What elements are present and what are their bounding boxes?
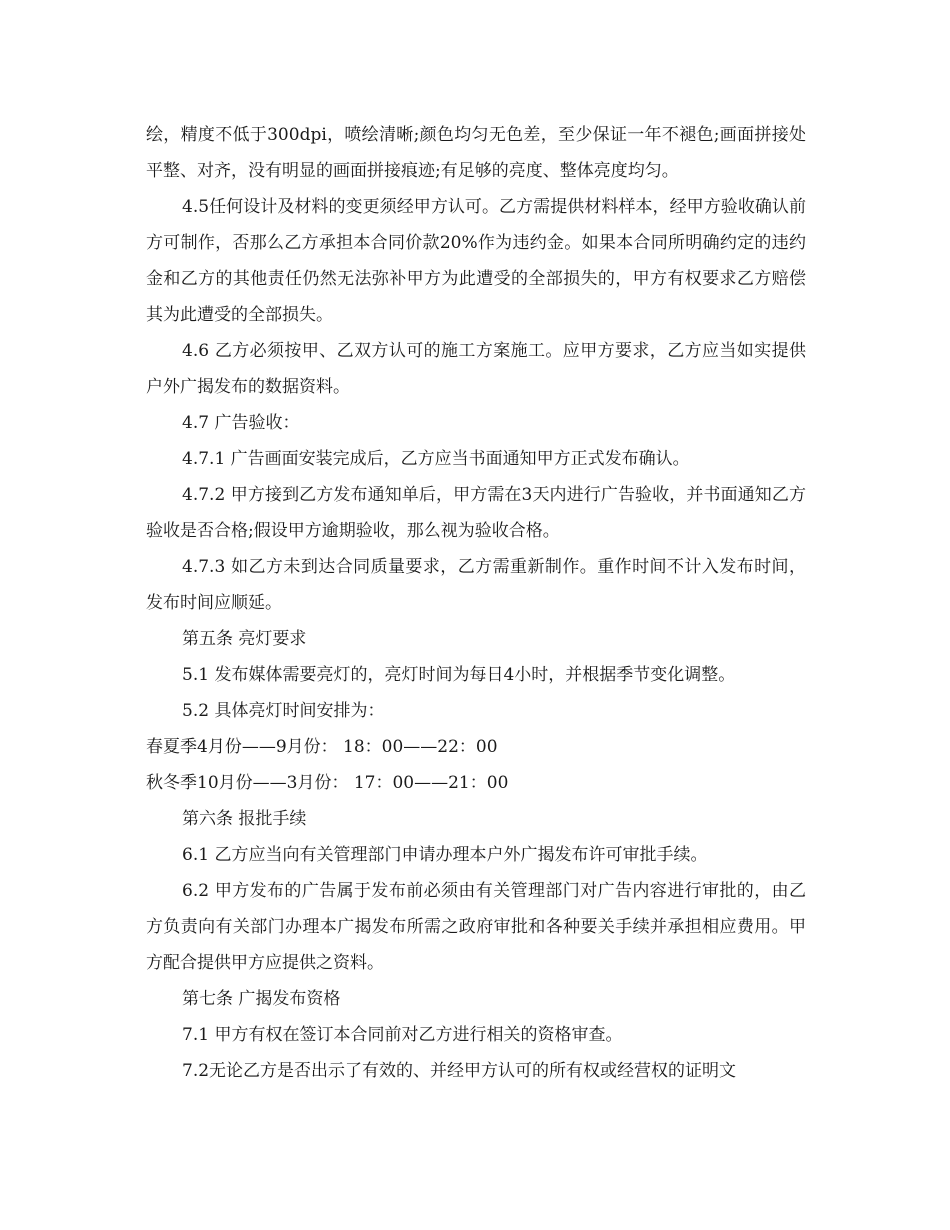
paragraph-4-7-3: 4.7.3 如乙方未到达合同质量要求，乙方需重新制作。重作时间不计入发布时间，发布时间应顺延。 <box>146 557 806 613</box>
section-heading-7: 第七条 广揭发布资格 <box>182 989 341 1009</box>
paragraph-4-5: 4.5任何设计及材料的变更须经甲方认可。乙方需提供材料样本，经甲方验收确认前方可制作，否那么乙方承担本合同价款20%作为违约金。如果本合同所明确约定的违约金和乙方的其他责任仍然无法弥补甲方为此遭受的全部损失的，甲方有权要求乙方赔偿其为此遭受的全部损失。 <box>146 197 806 325</box>
document-body <box>146 117 806 1089</box>
section-heading-5: 第五条 亮灯要求 <box>182 629 307 649</box>
paragraph-5-2: 5.2 具体亮灯时间安排为： <box>182 701 385 721</box>
paragraph-4-6: 4.6 乙方必须按甲、乙双方认可的施工方案施工。应甲方要求，乙方应当如实提供户外广揭发布的数据资料。 <box>146 341 806 397</box>
paragraph-continued: 绘，精度不低于300dpi，喷绘清晰;颜色均匀无色差，至少保证一年不褪色;画面拼接处平整、对齐，没有明显的画面拼接痕迹;有足够的亮度、整体亮度均匀。 <box>146 125 806 181</box>
paragraph-6-1: 6.1 乙方应当向有关管理部门申请办理本户外广揭发布许可审批手续。 <box>182 845 708 865</box>
paragraph-4-7: 4.7 广告验收： <box>182 413 300 433</box>
paragraph-6-2: 6.2 甲方发布的广告属于发布前必须由有关管理部门对广告内容进行审批的，由乙方负责向有关部门办理本广揭发布所需之政府审批和各种要关手续并承担相应费用。甲方配合提供甲方应提供之资料。 <box>146 881 806 973</box>
paragraph-5-1: 5.1 发布媒体需要亮灯的，亮灯时间为每日4小时，并根据季节变化调整。 <box>182 665 736 685</box>
paragraph-4-7-2: 4.7.2 甲方接到乙方发布通知单后，甲方需在3天内进行广告验收，并书面通知乙方验收是否合格;假设甲方逾期验收，那么视为验收合格。 <box>146 485 806 541</box>
section-heading-6: 第六条 报批手续 <box>182 809 307 829</box>
schedule-autumn-winter: 秋冬季10月份——3月份： 17：00——21：00 <box>146 773 509 793</box>
paragraph-7-1: 7.1 甲方有权在签订本合同前对乙方进行相关的资格审查。 <box>182 1025 623 1045</box>
paragraph-4-7-1: 4.7.1 广告画面安装完成后，乙方应当书面通知甲方正式发布确认。 <box>182 449 690 469</box>
paragraph-7-2: 7.2无论乙方是否出示了有效的、并经甲方认可的所有权或经营权的证明文 <box>182 1061 737 1081</box>
schedule-spring-summer: 春夏季4月份——9月份： 18：00——22：00 <box>146 737 498 757</box>
